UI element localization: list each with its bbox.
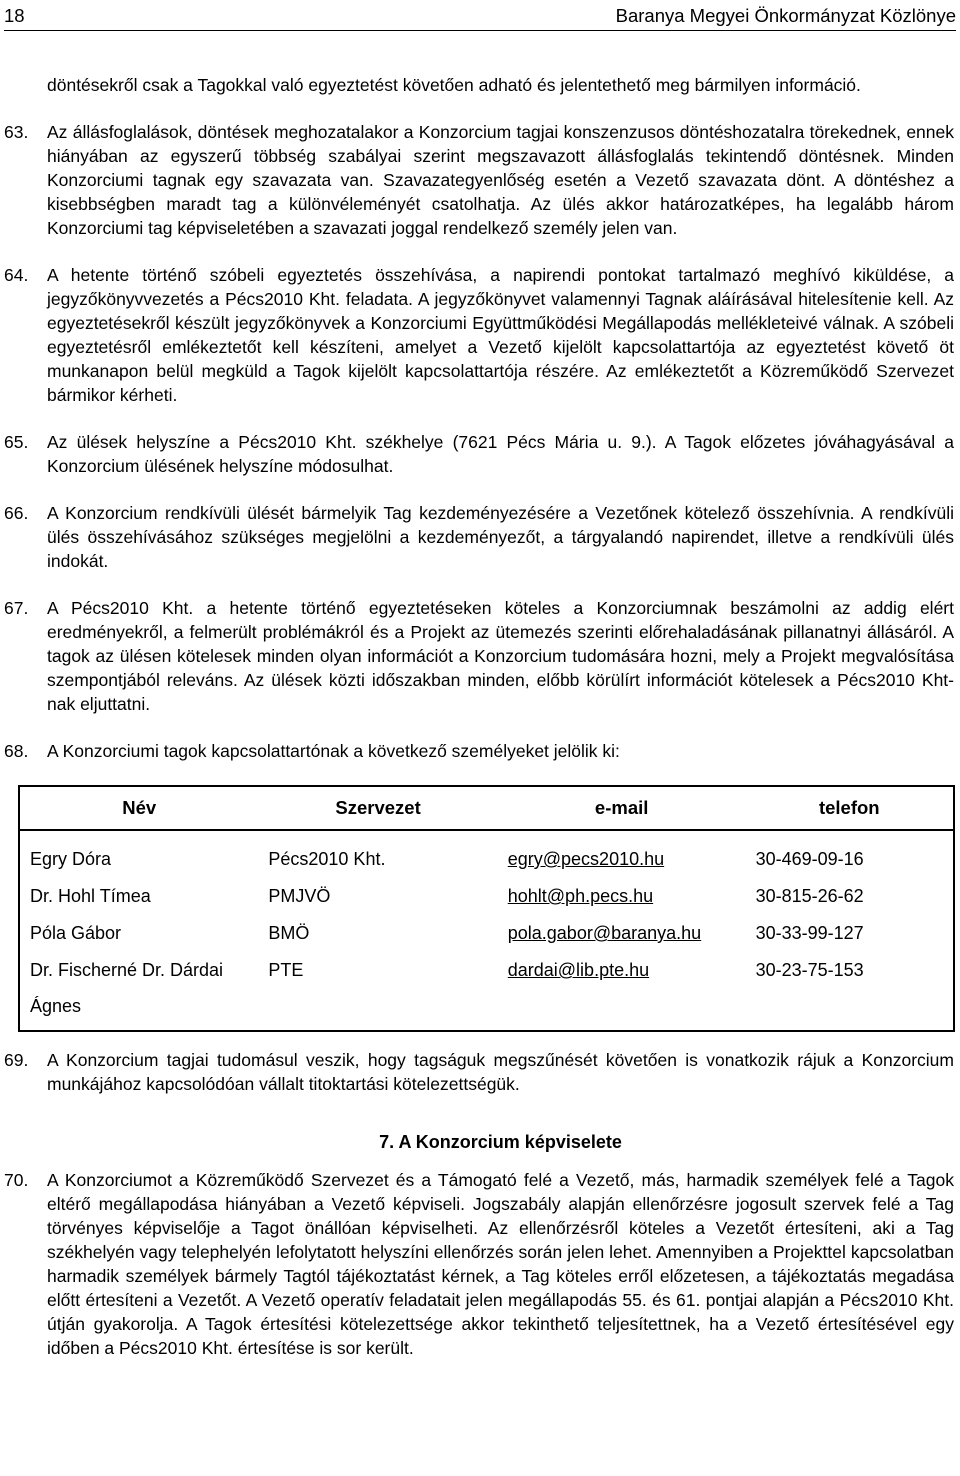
contact-email-link[interactable]: hohlt@ph.pecs.hu — [507, 886, 654, 906]
contact-phone: 30-33-99-127 — [755, 923, 864, 943]
contact-phone: 30-815-26-62 — [755, 886, 864, 906]
contact-name: Egry Dóra — [30, 849, 112, 869]
paragraph-64 — [4, 263, 954, 407]
paragraph-number: 69. — [4, 1050, 29, 1070]
table-row — [19, 830, 954, 878]
contact-email-link[interactable]: pola.gabor@baranya.hu — [507, 923, 702, 943]
paragraph-text: A Konzorciumi tagok kapcsolattartónak a következő személyeket jelölik ki: — [47, 741, 620, 761]
paragraph-number: 67. — [4, 598, 29, 618]
paragraph-text: A Konzorcium rendkívüli ülését bármelyik Tag kezdeményezésére a Vezetőnek kötelező összehívnia. A rendkívüli ülés összehívásához szükséges megjelölni a kezdeményezőt, a tárgyalandó napirendet, illetve a rendkívüli ülés indokát. — [47, 503, 954, 571]
paragraph-number: 66. — [4, 503, 29, 523]
contact-name: Dr. Hohl Tímea — [30, 886, 151, 906]
paragraph-68 — [4, 739, 954, 763]
paragraph-63 — [4, 120, 954, 240]
table-header-row — [19, 786, 954, 830]
intro-text: döntésekről csak a Tagokkal való egyeztetést követően adható és jelentethető meg bármilyen információ. — [47, 75, 861, 95]
column-header-email: e-mail — [498, 786, 746, 830]
paragraph-text: Az ülések helyszíne a Pécs2010 Kht. székhelye (7621 Pécs Mária u. 9.). A Tagok előzetes jóváhagyásával a Konzorcium ülésének helyszíne módosulhat. — [47, 432, 954, 476]
table-row — [19, 952, 954, 1031]
paragraph-text: A hetente történő szóbeli egyeztetés összehívása, a napirendi pontokat tartalmazó meghívó kiküldése, a jegyzőkönyvvezetés a Pécs2010 Kht. feladata. A jegyzőkönyvet valamennyi Tagnak aláírásával hitelesítenie kell. Az egyeztetésekről készült jegyzőkönyvek a Konzorciumi Együttműködési Megállapodás mellékleteivé válnak. A szóbeli egyeztetésről emlékeztetőt kell készíteni, amelyet a Vezető kijelölt kapcsolattartója az egyeztetést követő öt munkanapon belül megküld a Tagok kijelölt kapcsolattartója részére. Az emlékeztetőt a Közreműködő Szervezet bármikor kérheti. — [47, 265, 954, 405]
paragraph-text: A Konzorcium tagjai tudomásul veszik, hogy tagságuk megszűnését követően is vonatkozik rájuk a Konzorcium munkájához kapcsolódóan vállalt titoktartási kötelezettségük. — [47, 1050, 954, 1094]
publication-title: Baranya Megyei Önkormányzat Közlönye — [615, 5, 956, 26]
contact-organization: PTE — [268, 960, 304, 980]
paragraph-70 — [4, 1168, 954, 1360]
column-header-phone: telefon — [746, 786, 954, 830]
paragraph-number: 63. — [4, 122, 29, 142]
paragraph-66 — [4, 501, 954, 573]
paragraph-number: 65. — [4, 432, 29, 452]
document-body — [0, 73, 960, 1360]
contact-organization: PMJVÖ — [268, 886, 331, 906]
contact-phone: 30-469-09-16 — [755, 849, 864, 869]
column-header-name: Név — [19, 786, 258, 830]
table-row — [19, 915, 954, 952]
paragraph-text: A Konzorciumot a Közreműködő Szervezet és a Támogató felé a Vezető, más, harmadik személyek felé a Tagok eltérő megállapodása hiányában a Vezető képviseli. Jogszabály alapján ellenőrzésre jogosult szervek felé a Tag törvényes képviselője a Tagot önállóan képviselheti. Az ellenőrzésről köteles a Vezetőt értesíteni, aki a Tag székhelyén vagy telephelyén lefolytatott helyszíni ellenőrzés során jelen lehet. Amennyiben a Projekttel kapcsolatban harmadik személyek bármely Tagtól tájékoztatást kérnek, a Tag köteles erről előzetesen, a tájékoztatás megadása előtt értesíteni a Vezetőt. A Vezető operatív feladatait jelen megállapodás 55. és 61. pontjai alapján a Pécs2010 Kht. útján gyakorolja. A Tagok értesítési kötelezettsége akkor tekinthető teljesítettnek, ha a Vezető értesítésével egy időben a Pécs2010 Kht. értesítése is sor került. — [47, 1170, 954, 1358]
contact-organization: Pécs2010 Kht. — [268, 849, 386, 869]
contacts-table — [18, 785, 955, 1032]
intro-continuation — [47, 73, 954, 97]
section-title: 7. A Konzorcium képviselete — [379, 1132, 622, 1152]
column-header-organization: Szervezet — [258, 786, 497, 830]
page-header — [4, 2, 956, 31]
contact-name: Dr. Fischerné Dr. Dárdai Ágnes — [30, 960, 224, 1016]
paragraph-69 — [4, 1048, 954, 1096]
page-number: 18 — [4, 5, 25, 26]
contact-email-link[interactable]: egry@pecs2010.hu — [507, 849, 665, 869]
paragraph-number: 70. — [4, 1170, 29, 1190]
table-row — [19, 878, 954, 915]
paragraph-65 — [4, 430, 954, 478]
paragraph-text: A Pécs2010 Kht. a hetente történő egyeztetéseken köteles a Konzorciumnak beszámolni az addig elért eredményekről, a felmerült problémákról és a Projekt az ütemezés szerinti előrehaladásának pillanatnyi állásáról. A tagok az ülésen kötelesek minden olyan információt a Konzorcium tudomására hozni, mely a Projekt megvalósítása szempontjából releváns. Az ülések közti időszakban minden, előbb körülírt információt kötelesek a Pécs2010 Kht-nak eljuttatni. — [47, 598, 954, 714]
contact-email-link[interactable]: dardai@lib.pte.hu — [507, 960, 650, 980]
contact-phone: 30-23-75-153 — [755, 960, 864, 980]
paragraph-number: 68. — [4, 741, 29, 761]
paragraph-67 — [4, 596, 954, 716]
contact-organization: BMÖ — [268, 923, 310, 943]
paragraph-number: 64. — [4, 265, 29, 285]
contact-name: Póla Gábor — [30, 923, 122, 943]
paragraph-text: Az állásfoglalások, döntések meghozatalakor a Konzorcium tagjai konszenzusos döntéshozatalra törekednek, ennek hiányában az egyszerű többség szabályai szerint megszavazott állásfoglalás tekintendő döntésnek. Minden Konzorciumi tagnak egy szavazata van. Szavazategyenlőség esetén a Vezető szavazata dönt. A döntéshez a kisebbségben maradt tag a különvéleményét csatolhatja. Az ülés akkor határozatképes, ha legalább három Konzorciumi tag képviseletében a szavazati joggal rendelkező személy jelen van. — [47, 122, 954, 238]
